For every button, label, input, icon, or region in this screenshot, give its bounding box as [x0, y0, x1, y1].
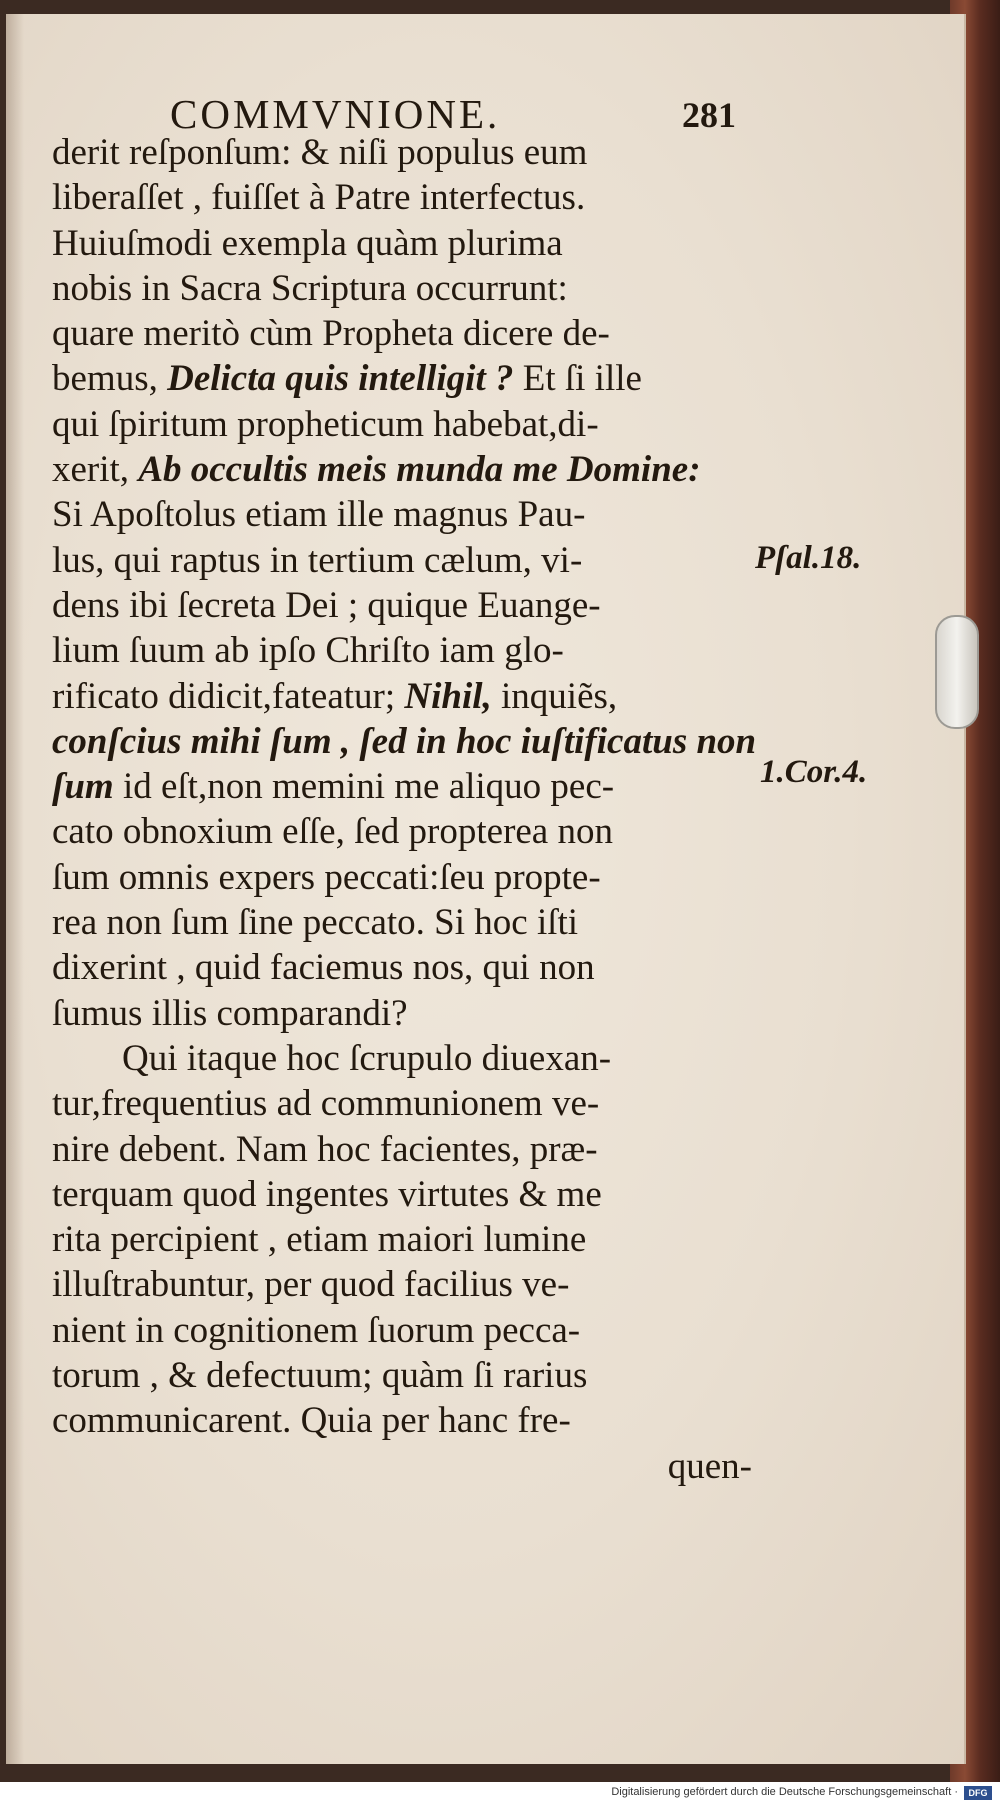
text-line [52, 221, 752, 266]
marginal-note-psalm: Pſal.18. [755, 540, 862, 576]
text-line [52, 1353, 752, 1398]
marginal-note-corinthians: 1.Cor.4. [760, 754, 868, 790]
text-line [52, 447, 752, 492]
text-run: Huiuſmodi exempla quàm plurima [52, 222, 563, 264]
text-line [52, 402, 752, 447]
text-line [52, 764, 752, 809]
text-line [52, 583, 752, 628]
text-line [52, 1308, 752, 1353]
text-line [52, 311, 752, 356]
italic-citation: ſum [52, 766, 114, 808]
text-line [52, 1398, 752, 1443]
text-run: torum , & defectuum; quàm ſi rarius [52, 1355, 588, 1397]
page-text [52, 72, 757, 1489]
text-line [52, 1127, 752, 1172]
text-line [52, 855, 752, 900]
text-run: rita percipient , etiam maiori lumine [52, 1219, 587, 1261]
text-run: bemus, [52, 358, 168, 400]
running-head-title: COMMVNIONE. [170, 91, 501, 137]
text-run: rificato didicit,fateatur; [52, 675, 405, 717]
dfg-logo: DFG [964, 1786, 992, 1800]
catchword: quen- [667, 1445, 752, 1487]
text-line [52, 628, 752, 673]
text-line [52, 1081, 752, 1126]
text-run: ſumus illis comparandi? [52, 992, 408, 1034]
text-line [52, 809, 752, 854]
text-run: cato obnoxium eſſe, ſed propterea non [52, 811, 613, 853]
text-run: liberaſſet , fuiſſet à Patre interfectus. [52, 177, 586, 219]
page-gutter-shadow [6, 14, 24, 1764]
text-run: id eſt,non memini me aliquo pec- [113, 766, 615, 808]
text-run: Si Apoſtolus etiam ille magnus Pau- [52, 494, 586, 536]
text-line [52, 719, 757, 764]
text-line [52, 1036, 752, 1081]
text-line [52, 356, 752, 401]
text-run: Et ſi ille [513, 358, 642, 400]
text-run: illuſtrabuntur, per quod facilius ve- [52, 1264, 570, 1306]
italic-citation: conſcius mihi ſum , ſed in hoc iuſtificatus non [52, 720, 757, 762]
body-text [52, 130, 757, 1489]
text-line [52, 1217, 752, 1262]
text-run: dens ibi ſecreta Dei ; quique Euange- [52, 584, 601, 626]
italic-citation: Nihil, [404, 675, 492, 717]
text-line [52, 130, 752, 175]
text-line [52, 492, 752, 537]
text-line [52, 538, 752, 583]
text-line [52, 175, 752, 220]
italic-citation: Delicta quis intelligit ? [167, 358, 514, 400]
text-run: derit reſponſum: & niſi populus eum [52, 132, 588, 173]
text-line [52, 1172, 752, 1217]
text-line [52, 945, 752, 990]
text-line [52, 1262, 752, 1307]
text-line [52, 991, 752, 1036]
text-line [52, 674, 752, 719]
text-run: nobis in Sacra Scriptura occurrunt: [52, 267, 568, 309]
page-number: 281 [682, 95, 736, 135]
text-run: nire debent. Nam hoc facientes, præ- [52, 1128, 598, 1170]
text-run: inquiẽs, [491, 675, 618, 717]
running-head [52, 72, 752, 137]
italic-citation: Ab occultis meis munda me Domine: [138, 449, 701, 491]
page-clip [935, 615, 979, 729]
text-line [52, 266, 752, 311]
text-run: lus, qui raptus in tertium cælum, vi- [52, 539, 583, 581]
text-run: communicarent. Quia per hanc fre- [52, 1400, 571, 1442]
digitization-footer [0, 1782, 1000, 1805]
text-run: quare meritò cùm Propheta dicere de- [52, 313, 610, 355]
text-run: terquam quod ingentes virtutes & me [52, 1173, 602, 1215]
text-run: rea non ſum ſine peccato. Si hoc iſti [52, 902, 579, 944]
text-run: Qui itaque hoc ſcrupulo diuexan- [122, 1037, 612, 1079]
text-run: lium ſuum ab ipſo Chriſto iam glo- [52, 630, 564, 672]
funding-credit: Digitalisierung gefördert durch die Deutsche Forschungsgemeinschaft · [611, 1786, 958, 1798]
text-run: tur,frequentius ad communionem ve- [52, 1083, 600, 1125]
text-run: nient in cognitionem ſuorum pecca- [52, 1309, 581, 1351]
text-run: xerit, [52, 449, 139, 491]
text-line [52, 900, 752, 945]
text-run: dixerint , quid faciemus nos, qui non [52, 947, 595, 989]
text-run: ſum omnis expers peccati:ſeu propte- [52, 856, 601, 898]
text-run: qui ſpiritum propheticum habebat,di- [52, 403, 599, 445]
